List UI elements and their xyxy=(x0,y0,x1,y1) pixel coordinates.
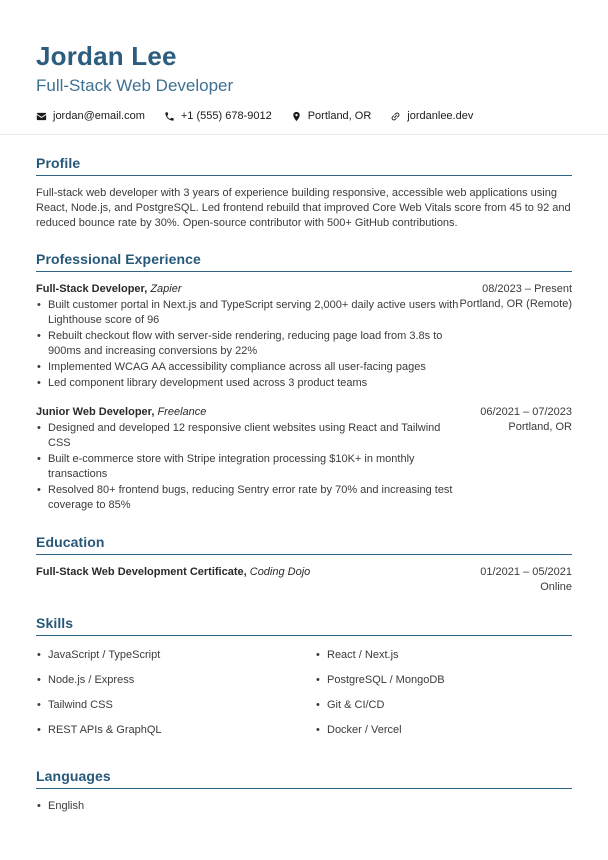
email-icon xyxy=(36,111,47,122)
skill-item: • PostgreSQL / MongoDB xyxy=(315,673,572,687)
contact-website-text: jordanlee.dev xyxy=(407,110,474,123)
skill-item: • Docker / Vercel xyxy=(315,723,572,737)
experience-bullet: • Resolved 80+ frontend bugs, reducing Sentry error rate by 70% and increasing test coverage to 85% xyxy=(36,483,460,513)
resume-header xyxy=(36,42,572,122)
experience-2-role: Junior Web Developer, xyxy=(36,406,155,419)
experience-1-role: Full-Stack Developer, xyxy=(36,283,148,296)
experience-entry-1 xyxy=(36,282,572,392)
skill-item: • REST APIs & GraphQL xyxy=(36,723,293,737)
experience-2-location: Portland, OR xyxy=(508,421,572,434)
experience-bullet: • Built customer portal in Next.js and TypeScript serving 2,000+ daily active users with Lighthouse score of 96 xyxy=(36,298,460,328)
contact-email xyxy=(36,110,145,122)
job-title: Full-Stack Web Developer xyxy=(36,75,234,95)
skill-item: • Tailwind CSS xyxy=(36,698,293,712)
profile-heading: Profile xyxy=(36,155,572,176)
experience-1-bullet-list xyxy=(36,298,460,391)
experience-bullet: • Led component library development used across 3 product teams xyxy=(36,376,460,391)
language-item: • English xyxy=(36,799,572,813)
skill-item: • JavaScript / TypeScript xyxy=(36,648,293,662)
education-degree: Full-Stack Web Development Certificate, xyxy=(36,566,247,579)
section-experience xyxy=(36,251,572,514)
skills-column-right xyxy=(315,648,572,748)
experience-2-bullet-list xyxy=(36,421,460,513)
location-icon xyxy=(291,111,302,122)
experience-1-company: Zapier xyxy=(150,283,182,296)
phone-icon xyxy=(164,111,175,122)
section-languages xyxy=(36,768,572,813)
experience-1-dates: 08/2023 – Present xyxy=(482,283,572,296)
experience-entry-2 xyxy=(36,405,572,514)
section-skills xyxy=(36,615,572,748)
experience-heading: Professional Experience xyxy=(36,251,572,272)
skill-item: • Node.js / Express xyxy=(36,673,293,687)
experience-bullet: • Built e-commerce store with Stripe integration processing $10K+ in monthly transactions xyxy=(36,452,460,482)
experience-1-title-line xyxy=(36,282,460,297)
contact-location-text: Portland, OR xyxy=(307,110,372,123)
skills-grid xyxy=(36,646,572,748)
person-name: Jordan Lee xyxy=(36,41,177,71)
contact-phone xyxy=(164,110,272,122)
section-profile xyxy=(36,155,572,231)
skills-heading: Skills xyxy=(36,615,572,636)
contact-email-text: jordan@email.com xyxy=(53,110,145,123)
education-location: Online xyxy=(540,581,572,594)
education-dates: 01/2021 – 05/2021 xyxy=(480,566,572,579)
experience-bullet: • Rebuilt checkout flow with server-side rendering, reducing page load from 3.8s to 900ms and increasing conversions by 22% xyxy=(36,329,460,359)
education-entry xyxy=(36,565,572,595)
education-title-line xyxy=(36,565,460,580)
contact-row xyxy=(36,110,572,122)
section-education xyxy=(36,534,572,595)
skills-column-left xyxy=(36,648,293,748)
header-divider xyxy=(0,134,608,135)
skill-item: • Git & CI/CD xyxy=(315,698,572,712)
experience-2-title-line xyxy=(36,405,460,420)
contact-phone-text: +1 (555) 678-9012 xyxy=(180,110,272,123)
experience-2-dates: 06/2021 – 07/2023 xyxy=(480,406,572,419)
website-icon xyxy=(388,108,404,124)
experience-1-location: Portland, OR (Remote) xyxy=(459,298,572,311)
experience-bullet: • Designed and developed 12 responsive client websites using React and Tailwind CSS xyxy=(36,421,460,451)
experience-2-company: Freelance xyxy=(157,406,207,419)
experience-bullet: • Implemented WCAG AA accessibility compliance across all user-facing pages xyxy=(36,360,460,375)
languages-heading: Languages xyxy=(36,768,572,789)
contact-website xyxy=(390,110,473,122)
education-heading: Education xyxy=(36,534,572,555)
languages-list xyxy=(36,799,572,813)
education-school: Coding Dojo xyxy=(249,566,311,579)
profile-text: Full-stack web developer with 3 years of experience building responsive, accessible web applications using React, Node.js, and PostgreSQL. Led frontend rebuild that improved Core Web Vitals score from 45 to 92 and reduced bounce rate by 30%. Open-source contributor with 500+ GitHub contributions. xyxy=(36,187,571,230)
skill-item: • React / Next.js xyxy=(315,648,572,662)
contact-location xyxy=(291,110,372,122)
